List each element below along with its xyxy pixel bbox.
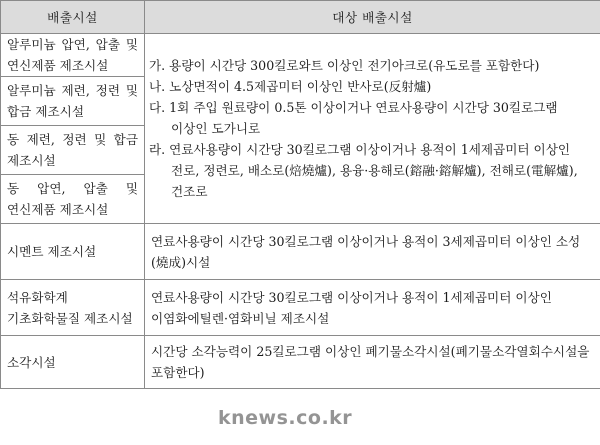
table-row xyxy=(1,336,600,389)
facility-cell: 소각시설 xyxy=(1,336,145,389)
facility-cell: 알루미늄 제련, 정련 및 합금 제조시설 xyxy=(1,77,145,126)
criteria-item: 나. 노상면적이 4.5제곱미터 이상인 반사로(反射爐) xyxy=(149,79,432,94)
criteria-item: 라. 연료사용량이 시간당 30킬로그램 이상이거나 용적이 1세제곱미터 이상인 전로, 정련로, 배소로(焙燒爐), 용융·용해로(鎔融·鎔解爐), 전해로(電解爐), 건조로 xyxy=(149,142,578,199)
criteria-item: 가. 용량이 시간당 300킬로와트 이상인 전기아크로(유도로를 포함한다) xyxy=(149,58,540,73)
header-facility: 배출시설 xyxy=(1,1,145,34)
shared-criteria-cell xyxy=(145,34,600,224)
watermark: knews.co.kr xyxy=(218,407,353,429)
criteria-cell: 시간당 소각능력이 25킬로그램 이상인 폐기물소각시설(폐기물소각열회수시설을 포함한다) xyxy=(145,336,600,389)
criteria-cell: 연료사용량이 시간당 30킬로그램 이상이거나 용적이 3세제곱미터 이상인 소성(燒成)시설 xyxy=(145,224,600,280)
facility-cell: 석유화학계 기초화학물질 제조시설 xyxy=(1,280,145,336)
facility-cell: 동 제련, 정련 및 합금 제조시설 xyxy=(1,126,145,175)
table-row xyxy=(1,224,600,280)
header-row xyxy=(1,1,600,34)
header-target: 대상 배출시설 xyxy=(145,1,600,34)
table-row xyxy=(1,34,600,77)
facility-cell: 동 압연, 압출 및 연신제품 제조시설 xyxy=(1,175,145,224)
criteria-item: 다. 1회 주입 원료량이 0.5톤 이상이거나 연료사용량이 시간당 30킬로그램 이상인 도가니로 xyxy=(149,100,558,136)
table-row xyxy=(1,280,600,336)
criteria-cell: 연료사용량이 시간당 30킬로그램 이상이거나 용적이 1세제곱미터 이상인 이염화에틸렌·염화비닐 제조시설 xyxy=(145,280,600,336)
facility-cell: 시멘트 제조시설 xyxy=(1,224,145,280)
facility-cell: 알루미늄 압연, 압출 및 연신제품 제조시설 xyxy=(1,34,145,77)
